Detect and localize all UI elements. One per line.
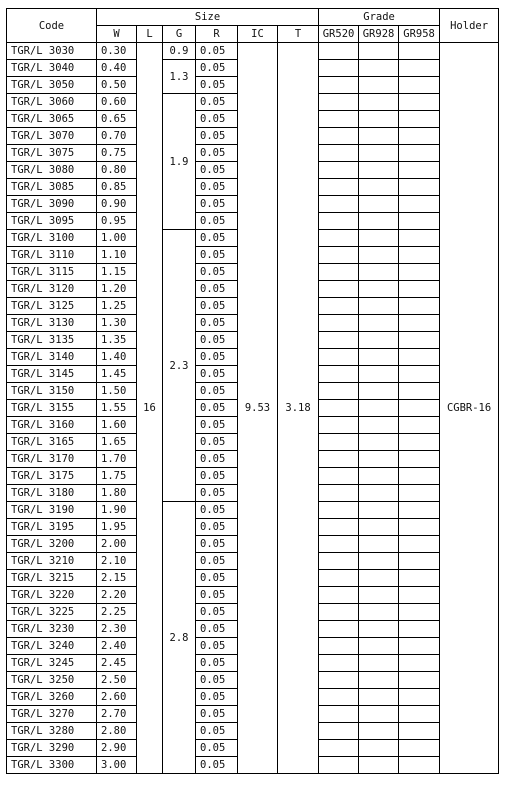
code-cell: TGR/L 3125 bbox=[7, 298, 97, 315]
header-holder: Holder bbox=[440, 9, 499, 43]
code-cell: TGR/L 3085 bbox=[7, 179, 97, 196]
grade-cell-gr928 bbox=[359, 213, 399, 230]
radius-cell: 0.05 bbox=[196, 587, 238, 604]
grade-cell-gr928 bbox=[359, 604, 399, 621]
width-cell: 1.45 bbox=[97, 366, 137, 383]
grade-cell-gr520 bbox=[319, 757, 359, 774]
width-cell: 0.95 bbox=[97, 213, 137, 230]
code-cell: TGR/L 3090 bbox=[7, 196, 97, 213]
grade-cell-gr958 bbox=[399, 740, 440, 757]
header-row-top bbox=[7, 9, 499, 26]
radius-cell: 0.05 bbox=[196, 43, 238, 60]
width-cell: 1.25 bbox=[97, 298, 137, 315]
width-cell: 0.60 bbox=[97, 94, 137, 111]
code-cell: TGR/L 3245 bbox=[7, 655, 97, 672]
grade-cell-gr928 bbox=[359, 281, 399, 298]
grade-cell-gr958 bbox=[399, 264, 440, 281]
grade-cell-gr520 bbox=[319, 383, 359, 400]
header-code: Code bbox=[7, 9, 97, 43]
code-cell: TGR/L 3250 bbox=[7, 672, 97, 689]
radius-cell: 0.05 bbox=[196, 655, 238, 672]
grade-cell-gr958 bbox=[399, 638, 440, 655]
radius-cell: 0.05 bbox=[196, 145, 238, 162]
grade-cell-gr958 bbox=[399, 298, 440, 315]
grade-cell-gr958 bbox=[399, 434, 440, 451]
header-grade-1: GR520 bbox=[319, 26, 359, 43]
grade-cell-gr928 bbox=[359, 468, 399, 485]
grade-cell-gr520 bbox=[319, 502, 359, 519]
grade-cell-gr520 bbox=[319, 400, 359, 417]
header-grade-3: GR958 bbox=[399, 26, 440, 43]
grade-cell-gr520 bbox=[319, 332, 359, 349]
radius-cell: 0.05 bbox=[196, 502, 238, 519]
radius-cell: 0.05 bbox=[196, 604, 238, 621]
grade-cell-gr958 bbox=[399, 587, 440, 604]
grade-cell-gr928 bbox=[359, 757, 399, 774]
grade-cell-gr520 bbox=[319, 519, 359, 536]
width-cell: 1.30 bbox=[97, 315, 137, 332]
grade-cell-gr928 bbox=[359, 638, 399, 655]
grade-cell-gr520 bbox=[319, 655, 359, 672]
grade-cell-gr958 bbox=[399, 570, 440, 587]
groove-cell: 2.8 bbox=[163, 502, 196, 774]
header-l: L bbox=[137, 26, 163, 43]
groove-cell: 1.9 bbox=[163, 94, 196, 230]
grade-cell-gr520 bbox=[319, 451, 359, 468]
grade-cell-gr520 bbox=[319, 604, 359, 621]
grade-cell-gr958 bbox=[399, 502, 440, 519]
width-cell: 2.40 bbox=[97, 638, 137, 655]
grade-cell-gr958 bbox=[399, 400, 440, 417]
radius-cell: 0.05 bbox=[196, 196, 238, 213]
grade-cell-gr958 bbox=[399, 145, 440, 162]
width-cell: 1.55 bbox=[97, 400, 137, 417]
radius-cell: 0.05 bbox=[196, 128, 238, 145]
grade-cell-gr928 bbox=[359, 298, 399, 315]
grade-cell-gr928 bbox=[359, 230, 399, 247]
grade-cell-gr958 bbox=[399, 536, 440, 553]
grade-cell-gr520 bbox=[319, 536, 359, 553]
header-ic: IC bbox=[238, 26, 278, 43]
grade-cell-gr958 bbox=[399, 689, 440, 706]
grade-cell-gr958 bbox=[399, 77, 440, 94]
code-cell: TGR/L 3160 bbox=[7, 417, 97, 434]
grade-cell-gr520 bbox=[319, 672, 359, 689]
header-t: T bbox=[278, 26, 319, 43]
grade-cell-gr520 bbox=[319, 570, 359, 587]
grade-cell-gr958 bbox=[399, 553, 440, 570]
grade-cell-gr958 bbox=[399, 247, 440, 264]
grade-cell-gr958 bbox=[399, 281, 440, 298]
spec-table bbox=[6, 8, 499, 774]
grade-cell-gr520 bbox=[319, 230, 359, 247]
grade-cell-gr958 bbox=[399, 94, 440, 111]
grade-cell-gr958 bbox=[399, 417, 440, 434]
grade-cell-gr958 bbox=[399, 111, 440, 128]
grade-cell-gr520 bbox=[319, 128, 359, 145]
grade-cell-gr928 bbox=[359, 740, 399, 757]
radius-cell: 0.05 bbox=[196, 570, 238, 587]
code-cell: TGR/L 3030 bbox=[7, 43, 97, 60]
grade-cell-gr928 bbox=[359, 247, 399, 264]
grade-cell-gr928 bbox=[359, 111, 399, 128]
width-cell: 2.80 bbox=[97, 723, 137, 740]
code-cell: TGR/L 3130 bbox=[7, 315, 97, 332]
grade-cell-gr958 bbox=[399, 383, 440, 400]
grade-cell-gr928 bbox=[359, 60, 399, 77]
code-cell: TGR/L 3290 bbox=[7, 740, 97, 757]
code-cell: TGR/L 3065 bbox=[7, 111, 97, 128]
radius-cell: 0.05 bbox=[196, 349, 238, 366]
width-cell: 3.00 bbox=[97, 757, 137, 774]
grade-cell-gr928 bbox=[359, 43, 399, 60]
grade-cell-gr958 bbox=[399, 332, 440, 349]
grade-cell-gr520 bbox=[319, 111, 359, 128]
grade-cell-gr520 bbox=[319, 213, 359, 230]
width-cell: 1.75 bbox=[97, 468, 137, 485]
width-cell: 1.60 bbox=[97, 417, 137, 434]
header-grade-2: GR928 bbox=[359, 26, 399, 43]
radius-cell: 0.05 bbox=[196, 757, 238, 774]
grade-cell-gr958 bbox=[399, 230, 440, 247]
grade-cell-gr958 bbox=[399, 315, 440, 332]
code-cell: TGR/L 3155 bbox=[7, 400, 97, 417]
width-cell: 2.25 bbox=[97, 604, 137, 621]
grade-cell-gr520 bbox=[319, 553, 359, 570]
width-cell: 0.70 bbox=[97, 128, 137, 145]
width-cell: 1.80 bbox=[97, 485, 137, 502]
code-cell: TGR/L 3095 bbox=[7, 213, 97, 230]
code-cell: TGR/L 3135 bbox=[7, 332, 97, 349]
grade-cell-gr520 bbox=[319, 706, 359, 723]
grade-cell-gr520 bbox=[319, 43, 359, 60]
radius-cell: 0.05 bbox=[196, 468, 238, 485]
radius-cell: 0.05 bbox=[196, 485, 238, 502]
code-cell: TGR/L 3080 bbox=[7, 162, 97, 179]
width-cell: 1.00 bbox=[97, 230, 137, 247]
thickness-cell: 3.18 bbox=[278, 43, 319, 774]
radius-cell: 0.05 bbox=[196, 230, 238, 247]
code-cell: TGR/L 3060 bbox=[7, 94, 97, 111]
grade-cell-gr928 bbox=[359, 570, 399, 587]
grade-cell-gr958 bbox=[399, 723, 440, 740]
code-cell: TGR/L 3120 bbox=[7, 281, 97, 298]
grade-cell-gr958 bbox=[399, 519, 440, 536]
grade-cell-gr928 bbox=[359, 485, 399, 502]
width-cell: 2.60 bbox=[97, 689, 137, 706]
width-cell: 0.40 bbox=[97, 60, 137, 77]
grade-cell-gr958 bbox=[399, 179, 440, 196]
radius-cell: 0.05 bbox=[196, 111, 238, 128]
width-cell: 1.15 bbox=[97, 264, 137, 281]
width-cell: 0.50 bbox=[97, 77, 137, 94]
radius-cell: 0.05 bbox=[196, 213, 238, 230]
width-cell: 1.35 bbox=[97, 332, 137, 349]
radius-cell: 0.05 bbox=[196, 315, 238, 332]
grade-cell-gr928 bbox=[359, 264, 399, 281]
grade-cell-gr928 bbox=[359, 366, 399, 383]
width-cell: 1.65 bbox=[97, 434, 137, 451]
width-cell: 2.50 bbox=[97, 672, 137, 689]
radius-cell: 0.05 bbox=[196, 400, 238, 417]
grade-cell-gr928 bbox=[359, 315, 399, 332]
radius-cell: 0.05 bbox=[196, 247, 238, 264]
radius-cell: 0.05 bbox=[196, 417, 238, 434]
grade-cell-gr520 bbox=[319, 621, 359, 638]
grade-cell-gr928 bbox=[359, 689, 399, 706]
grade-cell-gr520 bbox=[319, 77, 359, 94]
ic-cell: 9.53 bbox=[238, 43, 278, 774]
grade-cell-gr520 bbox=[319, 179, 359, 196]
grade-cell-gr958 bbox=[399, 604, 440, 621]
grade-cell-gr520 bbox=[319, 298, 359, 315]
header-r: R bbox=[196, 26, 238, 43]
grade-cell-gr520 bbox=[319, 723, 359, 740]
width-cell: 2.15 bbox=[97, 570, 137, 587]
grade-cell-gr928 bbox=[359, 621, 399, 638]
code-cell: TGR/L 3200 bbox=[7, 536, 97, 553]
code-cell: TGR/L 3140 bbox=[7, 349, 97, 366]
radius-cell: 0.05 bbox=[196, 553, 238, 570]
code-cell: TGR/L 3260 bbox=[7, 689, 97, 706]
grade-cell-gr958 bbox=[399, 162, 440, 179]
grade-cell-gr928 bbox=[359, 672, 399, 689]
radius-cell: 0.05 bbox=[196, 672, 238, 689]
radius-cell: 0.05 bbox=[196, 689, 238, 706]
grade-cell-gr520 bbox=[319, 366, 359, 383]
grade-cell-gr520 bbox=[319, 740, 359, 757]
grade-cell-gr928 bbox=[359, 417, 399, 434]
code-cell: TGR/L 3075 bbox=[7, 145, 97, 162]
radius-cell: 0.05 bbox=[196, 519, 238, 536]
grade-cell-gr520 bbox=[319, 349, 359, 366]
grade-cell-gr928 bbox=[359, 179, 399, 196]
width-cell: 2.00 bbox=[97, 536, 137, 553]
grade-cell-gr928 bbox=[359, 706, 399, 723]
radius-cell: 0.05 bbox=[196, 536, 238, 553]
grade-cell-gr928 bbox=[359, 400, 399, 417]
grade-cell-gr520 bbox=[319, 468, 359, 485]
code-cell: TGR/L 3100 bbox=[7, 230, 97, 247]
grade-cell-gr928 bbox=[359, 196, 399, 213]
grade-cell-gr928 bbox=[359, 332, 399, 349]
radius-cell: 0.05 bbox=[196, 77, 238, 94]
grade-cell-gr520 bbox=[319, 638, 359, 655]
grade-cell-gr958 bbox=[399, 213, 440, 230]
grade-cell-gr958 bbox=[399, 366, 440, 383]
grade-cell-gr928 bbox=[359, 349, 399, 366]
code-cell: TGR/L 3210 bbox=[7, 553, 97, 570]
radius-cell: 0.05 bbox=[196, 60, 238, 77]
grade-cell-gr520 bbox=[319, 281, 359, 298]
width-cell: 1.50 bbox=[97, 383, 137, 400]
grade-cell-gr958 bbox=[399, 485, 440, 502]
grade-cell-gr958 bbox=[399, 757, 440, 774]
grade-cell-gr520 bbox=[319, 485, 359, 502]
grade-cell-gr520 bbox=[319, 94, 359, 111]
grade-cell-gr928 bbox=[359, 587, 399, 604]
radius-cell: 0.05 bbox=[196, 298, 238, 315]
code-cell: TGR/L 3145 bbox=[7, 366, 97, 383]
radius-cell: 0.05 bbox=[196, 281, 238, 298]
radius-cell: 0.05 bbox=[196, 638, 238, 655]
grade-cell-gr958 bbox=[399, 451, 440, 468]
grade-cell-gr520 bbox=[319, 315, 359, 332]
grade-cell-gr928 bbox=[359, 162, 399, 179]
width-cell: 2.70 bbox=[97, 706, 137, 723]
width-cell: 2.10 bbox=[97, 553, 137, 570]
radius-cell: 0.05 bbox=[196, 434, 238, 451]
code-cell: TGR/L 3240 bbox=[7, 638, 97, 655]
header-w: W bbox=[97, 26, 137, 43]
table-row bbox=[7, 43, 499, 60]
code-cell: TGR/L 3175 bbox=[7, 468, 97, 485]
grade-cell-gr958 bbox=[399, 655, 440, 672]
grade-cell-gr928 bbox=[359, 128, 399, 145]
width-cell: 1.70 bbox=[97, 451, 137, 468]
radius-cell: 0.05 bbox=[196, 264, 238, 281]
width-cell: 1.20 bbox=[97, 281, 137, 298]
width-cell: 1.90 bbox=[97, 502, 137, 519]
radius-cell: 0.05 bbox=[196, 740, 238, 757]
grade-cell-gr520 bbox=[319, 247, 359, 264]
width-cell: 1.40 bbox=[97, 349, 137, 366]
grade-cell-gr928 bbox=[359, 502, 399, 519]
grade-cell-gr928 bbox=[359, 145, 399, 162]
width-cell: 1.10 bbox=[97, 247, 137, 264]
code-cell: TGR/L 3115 bbox=[7, 264, 97, 281]
radius-cell: 0.05 bbox=[196, 162, 238, 179]
grade-cell-gr958 bbox=[399, 349, 440, 366]
grade-cell-gr520 bbox=[319, 196, 359, 213]
width-cell: 2.90 bbox=[97, 740, 137, 757]
radius-cell: 0.05 bbox=[196, 723, 238, 740]
grade-cell-gr958 bbox=[399, 43, 440, 60]
width-cell: 0.85 bbox=[97, 179, 137, 196]
code-cell: TGR/L 3225 bbox=[7, 604, 97, 621]
grade-cell-gr520 bbox=[319, 434, 359, 451]
groove-cell: 1.3 bbox=[163, 60, 196, 94]
grade-cell-gr928 bbox=[359, 553, 399, 570]
grade-cell-gr928 bbox=[359, 451, 399, 468]
grade-cell-gr928 bbox=[359, 383, 399, 400]
radius-cell: 0.05 bbox=[196, 332, 238, 349]
width-cell: 0.30 bbox=[97, 43, 137, 60]
grade-cell-gr928 bbox=[359, 655, 399, 672]
grade-cell-gr520 bbox=[319, 162, 359, 179]
grade-cell-gr928 bbox=[359, 77, 399, 94]
holder-cell: CGBR-16 bbox=[440, 43, 499, 774]
grade-cell-gr520 bbox=[319, 417, 359, 434]
code-cell: TGR/L 3280 bbox=[7, 723, 97, 740]
radius-cell: 0.05 bbox=[196, 366, 238, 383]
grade-cell-gr928 bbox=[359, 519, 399, 536]
grade-cell-gr520 bbox=[319, 689, 359, 706]
width-cell: 2.20 bbox=[97, 587, 137, 604]
code-cell: TGR/L 3190 bbox=[7, 502, 97, 519]
code-cell: TGR/L 3070 bbox=[7, 128, 97, 145]
grade-cell-gr958 bbox=[399, 60, 440, 77]
radius-cell: 0.05 bbox=[196, 383, 238, 400]
grade-cell-gr958 bbox=[399, 128, 440, 145]
radius-cell: 0.05 bbox=[196, 94, 238, 111]
code-cell: TGR/L 3180 bbox=[7, 485, 97, 502]
grade-cell-gr958 bbox=[399, 706, 440, 723]
grade-cell-gr928 bbox=[359, 723, 399, 740]
width-cell: 0.90 bbox=[97, 196, 137, 213]
grade-cell-gr958 bbox=[399, 672, 440, 689]
code-cell: TGR/L 3300 bbox=[7, 757, 97, 774]
code-cell: TGR/L 3215 bbox=[7, 570, 97, 587]
groove-cell: 0.9 bbox=[163, 43, 196, 60]
grade-cell-gr958 bbox=[399, 468, 440, 485]
groove-cell: 2.3 bbox=[163, 230, 196, 502]
radius-cell: 0.05 bbox=[196, 179, 238, 196]
width-cell: 2.45 bbox=[97, 655, 137, 672]
code-cell: TGR/L 3195 bbox=[7, 519, 97, 536]
code-cell: TGR/L 3270 bbox=[7, 706, 97, 723]
radius-cell: 0.05 bbox=[196, 706, 238, 723]
code-cell: TGR/L 3110 bbox=[7, 247, 97, 264]
code-cell: TGR/L 3170 bbox=[7, 451, 97, 468]
code-cell: TGR/L 3040 bbox=[7, 60, 97, 77]
header-size: Size bbox=[97, 9, 319, 26]
code-cell: TGR/L 3050 bbox=[7, 77, 97, 94]
grade-cell-gr520 bbox=[319, 60, 359, 77]
grade-cell-gr520 bbox=[319, 145, 359, 162]
code-cell: TGR/L 3150 bbox=[7, 383, 97, 400]
spec-table-body bbox=[7, 43, 499, 774]
header-grade: Grade bbox=[319, 9, 440, 26]
grade-cell-gr520 bbox=[319, 264, 359, 281]
grade-cell-gr928 bbox=[359, 536, 399, 553]
radius-cell: 0.05 bbox=[196, 621, 238, 638]
code-cell: TGR/L 3230 bbox=[7, 621, 97, 638]
grade-cell-gr958 bbox=[399, 621, 440, 638]
header-g: G bbox=[163, 26, 196, 43]
code-cell: TGR/L 3165 bbox=[7, 434, 97, 451]
radius-cell: 0.05 bbox=[196, 451, 238, 468]
width-cell: 0.75 bbox=[97, 145, 137, 162]
width-cell: 2.30 bbox=[97, 621, 137, 638]
length-cell: 16 bbox=[137, 43, 163, 774]
width-cell: 0.65 bbox=[97, 111, 137, 128]
grade-cell-gr520 bbox=[319, 587, 359, 604]
width-cell: 1.95 bbox=[97, 519, 137, 536]
width-cell: 0.80 bbox=[97, 162, 137, 179]
grade-cell-gr928 bbox=[359, 94, 399, 111]
grade-cell-gr958 bbox=[399, 196, 440, 213]
code-cell: TGR/L 3220 bbox=[7, 587, 97, 604]
grade-cell-gr928 bbox=[359, 434, 399, 451]
